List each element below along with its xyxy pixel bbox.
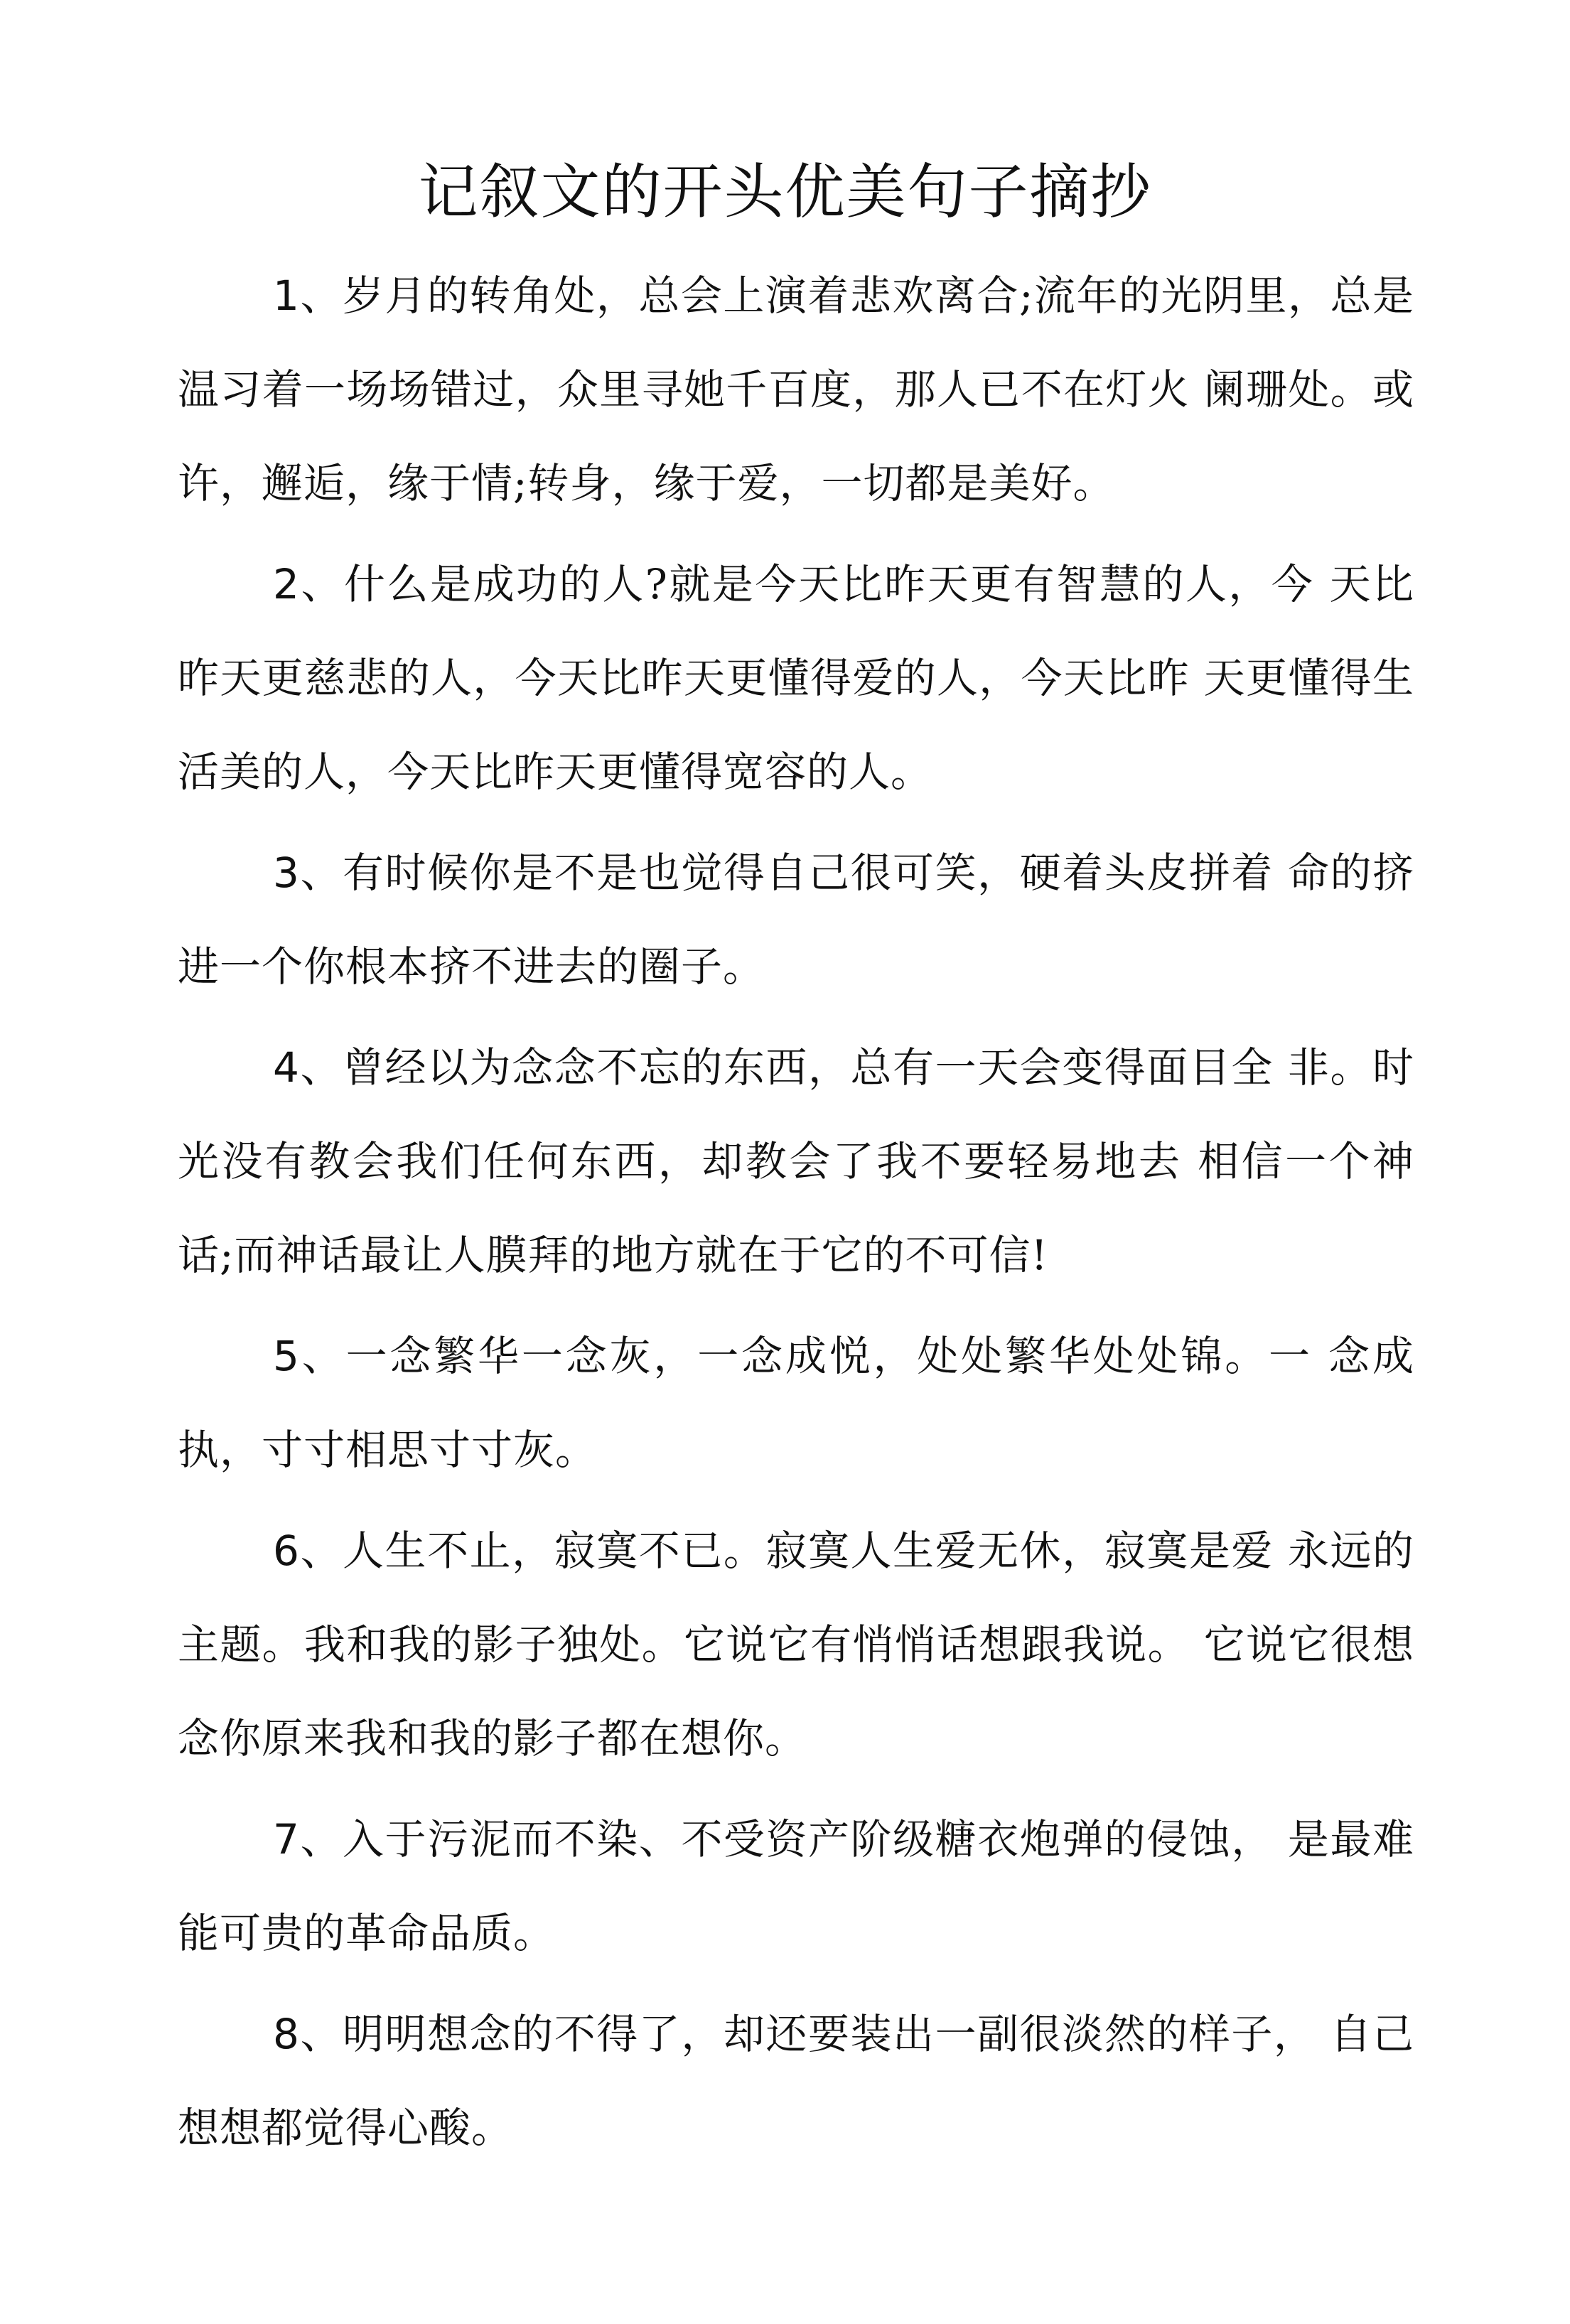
paragraph-3 bbox=[178, 826, 1414, 1013]
paragraph-number: 3 bbox=[273, 849, 300, 897]
paragraph-5 bbox=[178, 1309, 1414, 1497]
paragraph-text: 、曾经以为念念不忘的东西，总有一天会变得面目全 非。时光没有教会我们任何东西，却教会了我不要轻易地去 相信一个神话;而神话最让人膜拜的地方就在于它的不可信! bbox=[178, 1043, 1414, 1279]
paragraph-number: 6 bbox=[273, 1527, 300, 1575]
paragraph-text: 、入于污泥而不染、不受资产阶级糖衣炮弹的侵蚀， 是最难能可贵的革命品质。 bbox=[178, 1815, 1414, 1957]
paragraph-text: 、有时候你是不是也觉得自己很可笑，硬着头皮拼着 命的挤进一个你根本挤不进去的圈子。 bbox=[178, 849, 1414, 991]
paragraph-number: 7 bbox=[273, 1815, 300, 1863]
document-body bbox=[178, 249, 1414, 2182]
paragraph-2 bbox=[178, 537, 1414, 819]
paragraph-number: 1 bbox=[273, 271, 300, 320]
paragraph-text: 、岁月的转角处，总会上演着悲欢离合;流年的光阴里，总是温习着一场场错过，众里寻她千百度，那人已不在灯火 阑珊处。或许，邂逅，缘于情;转身，缘于爱，一切都是美好。 bbox=[178, 271, 1414, 507]
paragraph-4 bbox=[178, 1021, 1414, 1302]
document-title: 记叙文的开头优美句子摘抄 bbox=[418, 157, 1152, 227]
paragraph-number: 8 bbox=[273, 2010, 300, 2058]
paragraph-8 bbox=[178, 1987, 1414, 2175]
paragraph-number: 2 bbox=[273, 560, 300, 608]
paragraph-text: 、什么是成功的人?就是今天比昨天更有智慧的人，今 天比昨天更慈悲的人，今天比昨天更懂得爱的人，今天比昨 天更懂得生活美的人，今天比昨天更懂得宽容的人。 bbox=[178, 560, 1414, 796]
paragraph-number: 5 bbox=[273, 1332, 300, 1380]
paragraph-text: 、明明想念的不得了，却还要装出一副很淡然的样子， 自己想想都觉得心酸。 bbox=[178, 2010, 1414, 2152]
paragraph-text: 、人生不止，寂寞不已。寂寞人生爱无休，寂寞是爱 永远的主题。我和我的影子独处。它说它有悄悄话想跟我说。 它说它很想念你原来我和我的影子都在想你。 bbox=[178, 1527, 1414, 1763]
paragraph-7 bbox=[178, 1792, 1414, 1980]
paragraph-number: 4 bbox=[273, 1043, 300, 1092]
paragraph-text: 、一念繁华一念灰，一念成悦，处处繁华处处锦。一 念成执，寸寸相思寸寸灰。 bbox=[178, 1332, 1414, 1474]
paragraph-1 bbox=[178, 249, 1414, 530]
paragraph-6 bbox=[178, 1504, 1414, 1785]
